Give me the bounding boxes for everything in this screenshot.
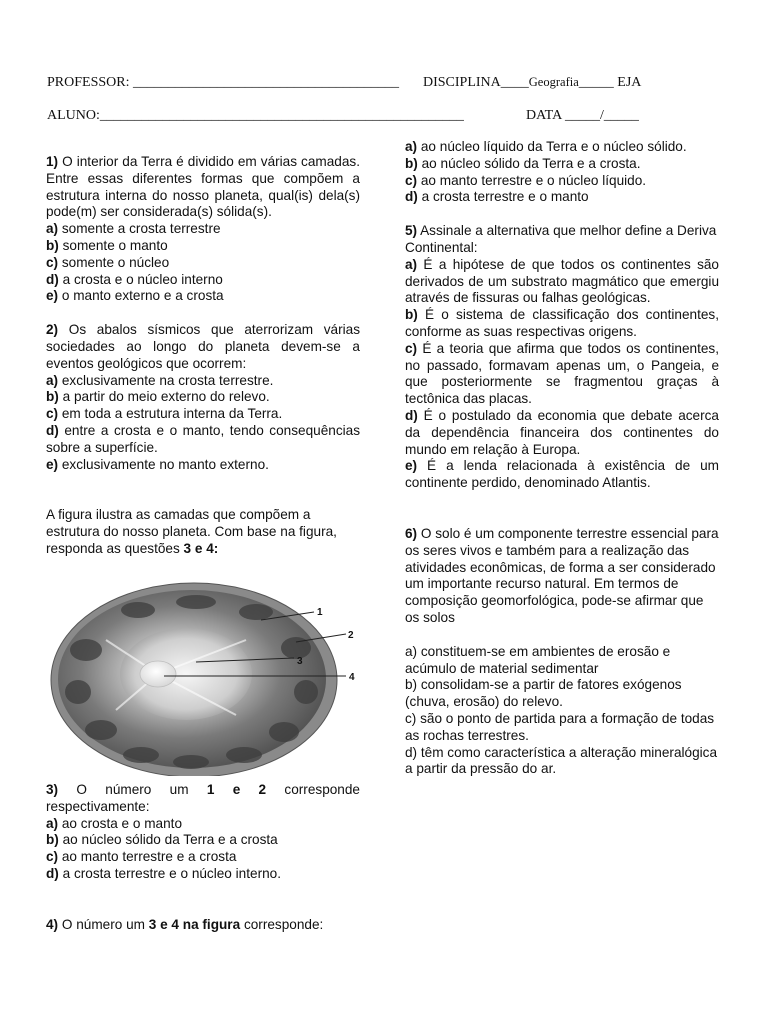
- right-column: [405, 139, 719, 778]
- data-field: [526, 108, 639, 124]
- question-2: [46, 322, 360, 372]
- q1-option-b: b) somente o manto: [46, 237, 168, 253]
- q6-option-d: d) têm como característica a alteração mineralógica a partir da pressão do ar.: [405, 744, 718, 777]
- left-column: [46, 154, 360, 558]
- question-6: 6) O solo é um componente terrestre essencial para os seres vivos e também para a realização das atividades econômicas, de forma a ser considerado um importante recurso natural. Em termos de composição geomorfológica, pode-se afirmar que os solos: [405, 525, 719, 625]
- question-4: 4) O número um 3 e 4 na figura corresponde:: [46, 916, 324, 932]
- disciplina-field: [423, 75, 641, 91]
- q1-text: O interior da Terra é dividido em várias camadas. Entre essas diferentes formas que compõem a estrutura interna do nosso planeta, qual(is) dela(s) pode(m) ser considerada(s) sólida(s).: [46, 154, 360, 220]
- q6-option-a: a) constituem-se em ambientes de erosão e acúmulo de material sedimentar: [405, 643, 671, 676]
- label-3: 3: [297, 656, 303, 667]
- q2-option-b: b) a partir do meio externo do relevo.: [46, 389, 270, 405]
- q3-option-d: d) a crosta terrestre e o núcleo interno.: [46, 865, 281, 881]
- q2-text: Os abalos sísmicos que aterrorizam várias sociedades ao longo do planeta devem-se a eventos geológicos que ocorrem:: [46, 322, 360, 371]
- disciplina-value: Geografia: [528, 75, 579, 89]
- label-2: 2: [348, 630, 354, 641]
- q5-number: 5): [405, 223, 418, 239]
- data-label: DATA _____/_____: [526, 108, 639, 123]
- q6-number: 6): [405, 525, 418, 541]
- q3-option-b: b) ao núcleo sólido da Terra e a crosta: [46, 832, 278, 848]
- q5-option-d: d) É o postulado da economia que debate acerca da dependência financeira dos continentes do mundo em relação à Europa.: [405, 407, 719, 457]
- earth-layers-figure: [46, 580, 360, 776]
- q5-option-b: b) É o sistema de classificação dos continentes, conforme as suas respectivas origens.: [405, 307, 719, 339]
- q2-option-d: d) entre a crosta e o manto, tendo consequências sobre a superfície.: [46, 422, 360, 455]
- q1-option-a: a) somente a crosta terrestre: [46, 221, 221, 237]
- q4-option-c: c) ao manto terrestre e o núcleo líquido.: [405, 172, 647, 188]
- disciplina-tail: _____ EJA: [578, 75, 642, 90]
- q2-option-a: a) exclusivamente na crosta terrestre.: [46, 372, 274, 388]
- q1-number: 1): [46, 154, 59, 169]
- q5-option-c: c) É a teoria que afirma que todos os continentes, no passado, formavam apenas um, o Pangeia, e que posteriormente se fragmentou graças à tectônica das placas.: [405, 340, 719, 407]
- q2-number: 2): [46, 322, 59, 338]
- q6-option-b: b) consolidam-se a partir de fatores exógenos (chuva, erosão) do relevo.: [405, 677, 682, 710]
- q1-option-c: c) somente o núcleo: [46, 254, 170, 270]
- aluno-label: ALUNO:____________________________________________________: [47, 108, 464, 123]
- q3-number: 3): [46, 782, 59, 797]
- figure-intro: A figura ilustra as camadas que compõem a estrutura do nosso planeta. Com base na figura, responda as questões 3 e 4:: [46, 507, 337, 556]
- q2-option-e: e) exclusivamente no manto externo.: [46, 456, 269, 472]
- q4-number: 4): [46, 916, 59, 932]
- label-1: 1: [317, 607, 323, 618]
- q5-option-e: e) É a lenda relacionada à existência de um continente perdido, denominado Atlantis.: [405, 458, 719, 491]
- question-1: [46, 154, 360, 221]
- aluno-field: [47, 108, 464, 124]
- q4-option-b: b) ao núcleo sólido da Terra e a crosta.: [405, 155, 641, 171]
- q5-option-a: a) É a hipótese de que todos os continentes são derivados de um substrato magmático que emergiu através de fissuras ou falhas geológicas.: [405, 256, 719, 306]
- q2-option-c: c) em toda a estrutura interna da Terra.: [46, 406, 283, 422]
- q1-option-e: e) o manto externo e a crosta: [46, 288, 224, 304]
- q4-option-d: d) a crosta terrestre e o manto: [405, 189, 589, 205]
- label-4: 4: [349, 672, 355, 683]
- q3-option-a: a) ao crosta e o manto: [46, 815, 183, 831]
- professor-label: PROFESSOR: ______________________________________: [47, 75, 399, 90]
- q1-option-d: d) a crosta e o núcleo interno: [46, 271, 223, 287]
- left-column-lower: [46, 782, 360, 934]
- professor-field: [47, 75, 399, 91]
- inner-core: [140, 661, 176, 687]
- question-5: 5) Assinale a alternativa que melhor define a Deriva Continental:: [405, 223, 717, 255]
- disciplina-label: DISCIPLINA____: [423, 75, 529, 90]
- q3-option-c: c) ao manto terrestre e a crosta: [46, 849, 237, 865]
- question-3: 3) O número um 1 e 2 corresponde respectivamente:: [46, 782, 360, 814]
- q4-option-a: a) ao núcleo líquido da Terra e o núcleo sólido.: [405, 139, 687, 154]
- q6-option-c: c) são o ponto de partida para a formação de todas as rochas terrestres.: [405, 710, 715, 743]
